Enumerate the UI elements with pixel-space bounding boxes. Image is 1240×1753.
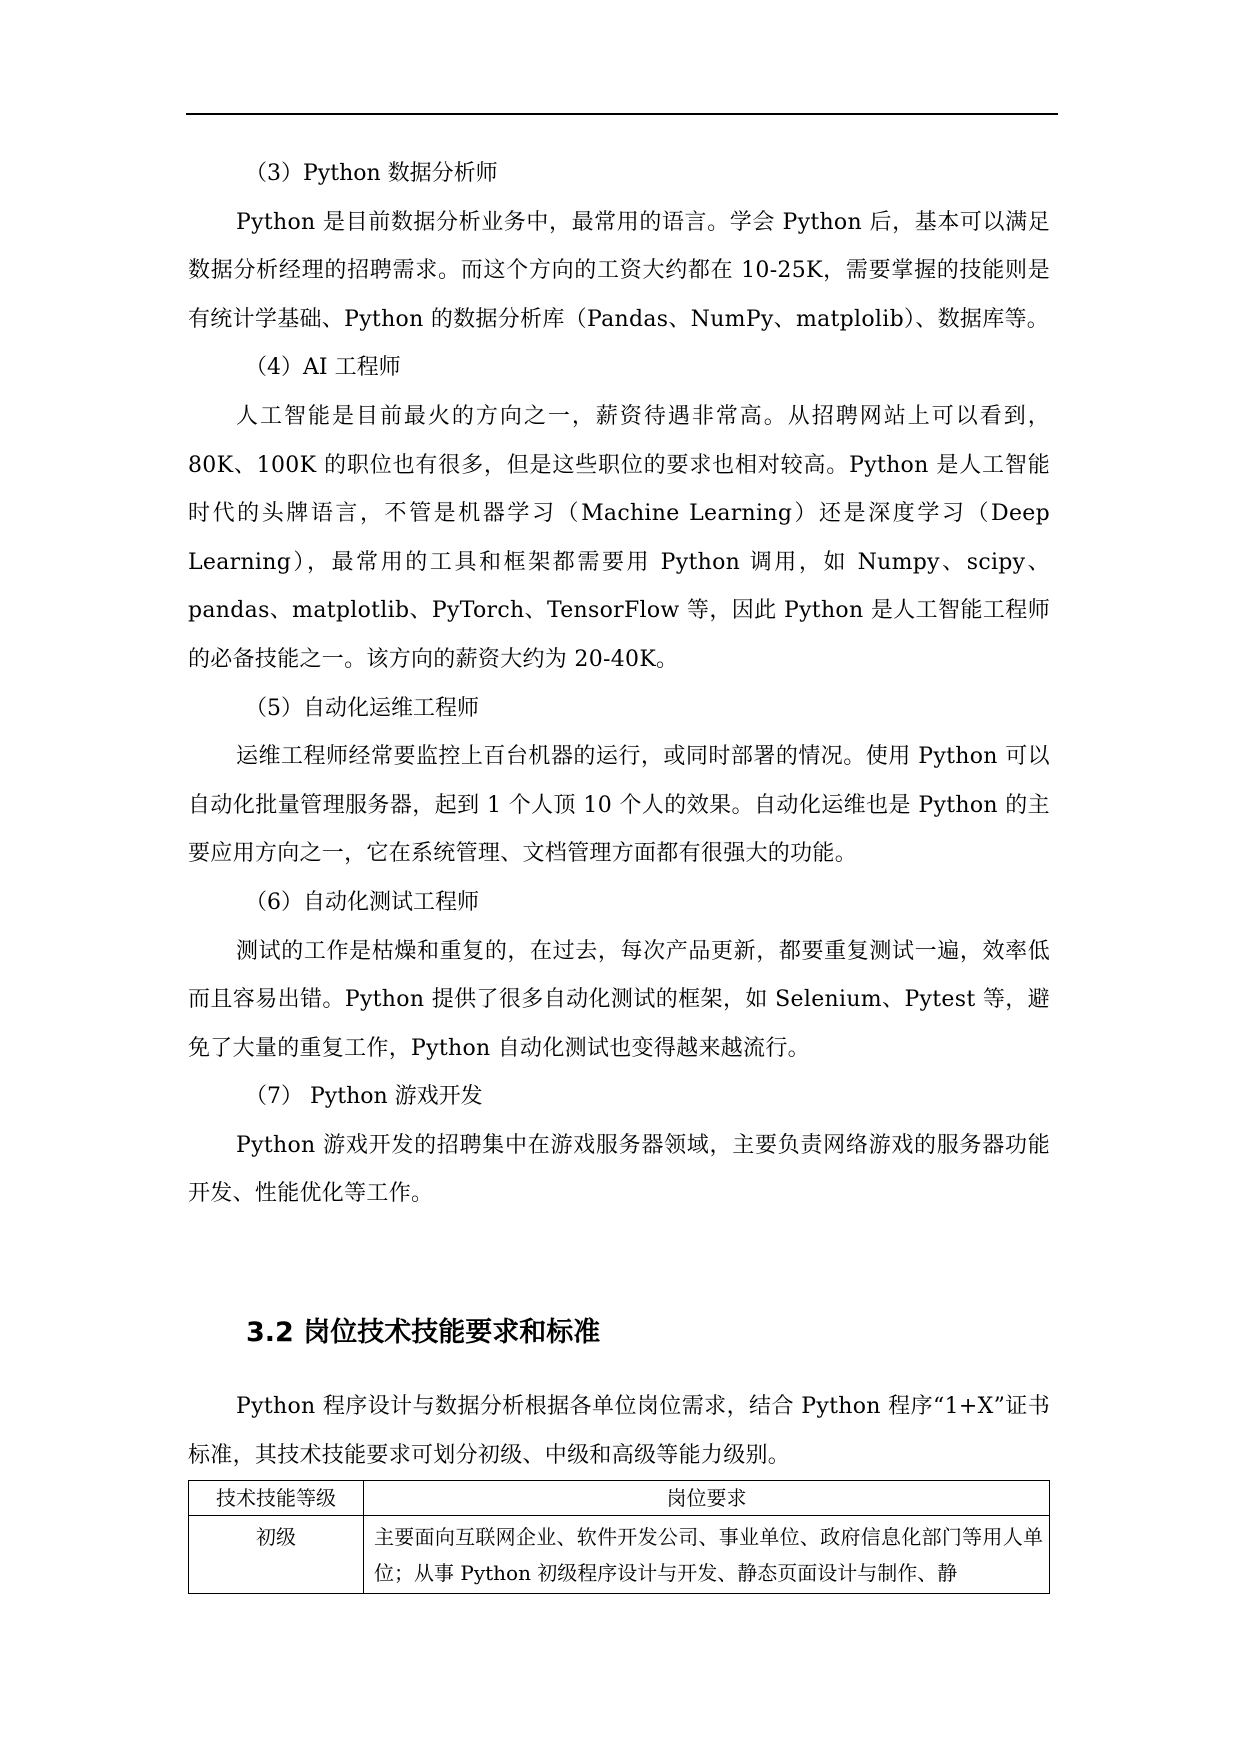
table-header-row (189, 1481, 1050, 1516)
table-cell-requirement: 主要面向互联网企业、软件开发公司、事业单位、政府信息化部门等用人单位；从事 Python 初级程序设计与开发、静态页面设计与制作、静 (364, 1516, 1050, 1594)
section-heading: 3.2 岗位技术技能要求和标准 (246, 1317, 601, 1348)
table-row (189, 1516, 1050, 1594)
document-body (188, 150, 1050, 1585)
paragraph-ops-engineer: 运维工程师经常要监控上百台机器的运行，或同时部署的情况。使用 Python 可以自动化批量管理服务器，起到 1 个人顶 10 个人的效果。自动化运维也是 Python 的主要应用方向之一，它在系统管理、文档管理方面都有很强大的功能。 (188, 744, 1050, 867)
table-cell-level: 初级 (189, 1516, 364, 1594)
paragraph-test-engineer: 测试的工作是枯燥和重复的，在过去，每次产品更新，都要重复测试一遍，效率低而且容易出错。Python 提供了很多自动化测试的框架，如 Selenium、Pytest 等，避免了大量的重复工作，Python 自动化测试也变得越来越流行。 (188, 938, 1050, 1061)
table-header-level: 技术技能等级 (189, 1481, 364, 1516)
subheading-python-data-analyst: （3）Python 数据分析师 (245, 161, 498, 186)
paragraph-game-dev: Python 游戏开发的招聘集中在游戏服务器领域，主要负责网络游戏的服务器功能开发、性能优化等工作。 (188, 1132, 1050, 1207)
skill-level-table (188, 1480, 1050, 1594)
subheading-game-dev: （7） Python 游戏开发 (245, 1084, 483, 1110)
paragraph-data-analyst: Python 是目前数据分析业务中，最常用的语言。学会 Python 后，基本可以满足数据分析经理的招聘需求。而这个方向的工资大约都在 10-25K，需要掌握的技能则是有统计学基础、Python 的数据分析库（Pandas、NumPy、matplolib）、数据库等。 (188, 209, 1050, 332)
paragraph-ai-engineer: 人工智能是目前最火的方向之一，薪资待遇非常高。从招聘网站上可以看到，80K、100K 的职位也有很多，但是这些职位的要求也相对较高。Python 是人工智能时代的头牌语言，不管是机器学习（Machine Learning）还是深度学习（Deep Learning），最常用的工具和框架都需要用 Python 调用，如 Numpy、scipy、pandas、matplotlib、PyTorch、TensorFlow 等，因此 Python 是人工智能工程师的必备技能之一。该方向的薪资大约为 20-40K。 (188, 403, 1050, 672)
intro-paragraph: Python 程序设计与数据分析根据各单位岗位需求，结合 Python 程序“1+X”证书标准，其技术技能要求可划分初级、中级和高级等能力级别。 (188, 1394, 1050, 1468)
subheading-test-engineer: （6）自动化测试工程师 (245, 889, 479, 915)
subheading-ops-engineer: （5）自动化运维工程师 (245, 695, 479, 721)
table-header-requirement: 岗位要求 (364, 1481, 1050, 1516)
subheading-ai-engineer: （4）AI 工程师 (245, 355, 401, 381)
header-rule (186, 113, 1058, 115)
intro-block (188, 1383, 1050, 1480)
